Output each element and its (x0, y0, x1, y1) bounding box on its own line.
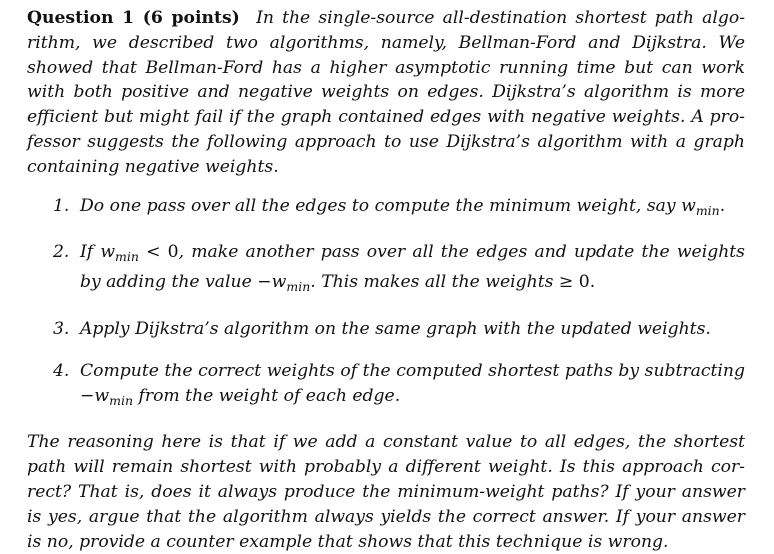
step-1-line-1 (80, 194, 745, 224)
step-number: 3. (53, 318, 70, 339)
step-4-line-1: Compute the correct weights of the computed shortest paths by subtracting (80, 360, 745, 381)
question-label: Question 1 (6 points) (27, 8, 240, 28)
intro-line-3: showed that Bellman-Ford has a higher asymptotic running time but can work (27, 57, 745, 78)
step-2-text-d: . This makes all the weights (310, 272, 559, 293)
closing-line-4: is yes, argue that the algorithm always yields the correct answer. If your answer (27, 506, 745, 527)
step-2-text-b: , make another pass over all the edges and update the weights (178, 242, 745, 263)
step-number: 1. (53, 195, 70, 216)
step-2-line-1 (80, 240, 745, 270)
step-2-line-2 (80, 270, 745, 300)
intro-line-5: efficient but might fail if the graph contained edges with negative weights. A pro- (27, 107, 745, 128)
w-min-subscript: min (115, 249, 139, 265)
step-4-text: from the weight of each edge. (133, 385, 401, 406)
w-min-var: w (100, 242, 116, 263)
step-1-text: Do one pass over all the edges to compute the minimum weight, say (80, 195, 682, 216)
step-2-period: . (589, 272, 596, 293)
steps-list (27, 194, 745, 414)
w-min-var: w (681, 195, 696, 216)
step-3-line-1: Apply Dijkstra’s algorithm on the same graph with the updated weights. (80, 318, 711, 339)
intro-line-1 (27, 6, 745, 31)
step-number: 4. (53, 360, 70, 381)
condition-lt-zero: < 0 (138, 242, 179, 263)
neg-w-min-var: −w (257, 272, 287, 293)
question-intro (27, 6, 745, 180)
step-2-text-a: If (80, 242, 101, 263)
w-min-subscript: min (286, 279, 311, 295)
intro-line-4: with both positive and negative weights on edges. Dijkstra’s algorithm is more (27, 82, 745, 103)
question-document (27, 6, 745, 554)
w-min-subscript: min (695, 202, 720, 218)
closing-line-1: The reasoning here is that if we add a constant value to all edges, the shortest (27, 432, 745, 453)
closing-paragraph (27, 430, 745, 554)
intro-line-6: fessor suggests the following approach to use Dijkstra’s algorithm with a graph (27, 131, 745, 152)
step-4-line-2 (80, 384, 745, 414)
intro-line-1-text: In the single-source all-destination shortest path algo- (256, 8, 746, 28)
closing-line-3: rect? That is, does it always produce the minimum-weight paths? If your answer (27, 481, 745, 502)
closing-line-2: path will remain shortest with probably a different weight. Is this approach cor- (27, 457, 745, 478)
condition-ge-zero: ≥ 0 (558, 272, 590, 293)
intro-line-7: containing negative weights. (27, 156, 279, 177)
step-item-1 (27, 194, 745, 224)
step-number: 2. (53, 242, 70, 263)
w-min-subscript: min (109, 392, 134, 408)
step-item-4 (27, 359, 745, 414)
step-item-2 (27, 240, 745, 300)
step-1-period: . (719, 195, 726, 216)
closing-line-5: is no, provide a counter example that shows that this technique is wrong. (27, 531, 669, 552)
neg-w-min-var: −w (80, 385, 110, 406)
step-item-3 (27, 317, 745, 342)
step-2-text-c: by adding the value (80, 272, 258, 293)
intro-line-2: rithm, we described two algorithms, namely, Bellman-Ford and Dijkstra. We (27, 32, 745, 53)
